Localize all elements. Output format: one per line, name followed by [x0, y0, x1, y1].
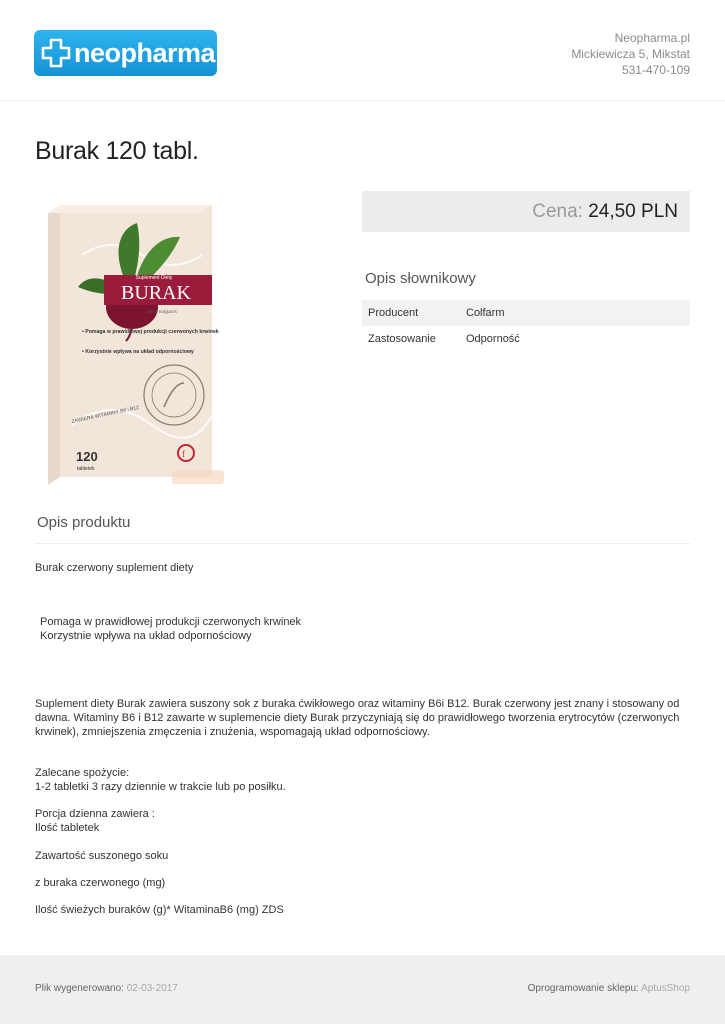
box-brand: BURAK — [120, 282, 192, 304]
divider — [35, 543, 690, 544]
portion-section — [35, 807, 155, 835]
composition-line: z buraka czerwonego (mg) — [35, 877, 166, 889]
dictionary-value: Colfarm — [466, 307, 505, 319]
portion-text: Ilość tabletek — [35, 822, 100, 834]
box-claim-1: • Pomaga w prawidłowej produkcji czerwonych krwinek — [82, 329, 219, 335]
dictionary-row-usage — [362, 326, 690, 352]
product-box-image — [42, 195, 232, 490]
composition-line: Zawartość suszonego soku — [35, 850, 169, 862]
page-footer — [0, 955, 725, 1024]
medical-cross-icon — [40, 37, 72, 69]
company-address: Mickiewicza 5, Mikstat — [571, 47, 690, 61]
list-item: Pomaga w prawidłowej produkcji czerwonych krwinek — [40, 616, 302, 628]
price — [532, 201, 678, 223]
box-claim-2: • Korzystnie wpływa na układ odpornościowy — [82, 349, 194, 355]
svg-text:f: f — [182, 449, 185, 459]
company-phone: 531-470-109 — [621, 63, 690, 77]
generated-label: Plik wygenerowano: — [35, 983, 124, 994]
software-label: Oprogramowanie sklepu: — [527, 983, 639, 994]
price-box — [362, 191, 690, 232]
box-count-unit: tabletek — [77, 466, 95, 472]
usage-text: 1-2 tabletki 3 razy dziennie w trakcie lub po posiłku. — [35, 781, 286, 793]
description-paragraph: Suplement diety Burak zawiera suszony sok z buraka ćwikłowego oraz witaminy B6i B12. Burak czerwony jest znany i stosowany od dawna. Witaminy B6 i B12 zawarte w suplemencie diety Burak przyczyniają się do prawidłowego tworzenia erytrocytów (czerwonych krwinek), zmniejszenia zmęczenia i znużenia, wspomagają układ odpornościowy. — [35, 698, 680, 738]
box-category: Suplement Diety — [135, 275, 173, 281]
usage-label: Zalecane spożycie: — [35, 767, 130, 779]
price-label: Cena: — [532, 201, 583, 222]
composition-line: Ilość świeżych buraków (g)* WitaminaB6 (mg) ZDS — [35, 904, 284, 916]
price-value: 24,50 PLN — [588, 201, 678, 222]
logo-text: neopharma — [74, 38, 216, 68]
company-info — [571, 30, 690, 78]
dictionary-value: Odporność — [466, 333, 520, 345]
dictionary-table — [362, 300, 690, 352]
software-link[interactable]: AptusShop — [641, 983, 690, 994]
description-bullets — [40, 615, 301, 643]
generated-date: 02-03-2017 — [126, 983, 178, 994]
dictionary-key: Zastosowanie — [368, 333, 436, 345]
description-title: Opis produktu — [37, 514, 131, 531]
box-count: 120 — [76, 449, 98, 464]
list-item: Korzystnie wpływa na układ odpornościowy — [40, 630, 252, 642]
box-latin: Beta vulgaris — [147, 309, 177, 315]
box-vitamins: ZAWIERA WITAMINY B6 i B12 — [71, 404, 140, 425]
neopharma-logo[interactable] — [34, 30, 217, 76]
company-name: Neopharma.pl — [614, 31, 690, 45]
page-title: Burak 120 tabl. — [35, 137, 199, 165]
usage-section — [35, 766, 286, 794]
dictionary-key: Producent — [368, 307, 419, 319]
dictionary-row-producer — [362, 300, 690, 326]
dictionary-title: Opis słownikowy — [365, 270, 476, 287]
software-info — [528, 983, 690, 994]
description-intro: Burak czerwony suplement diety — [35, 562, 194, 574]
page-header — [0, 0, 725, 101]
portion-label: Porcja dzienna zawiera : — [35, 808, 155, 820]
generated-info — [35, 983, 178, 994]
